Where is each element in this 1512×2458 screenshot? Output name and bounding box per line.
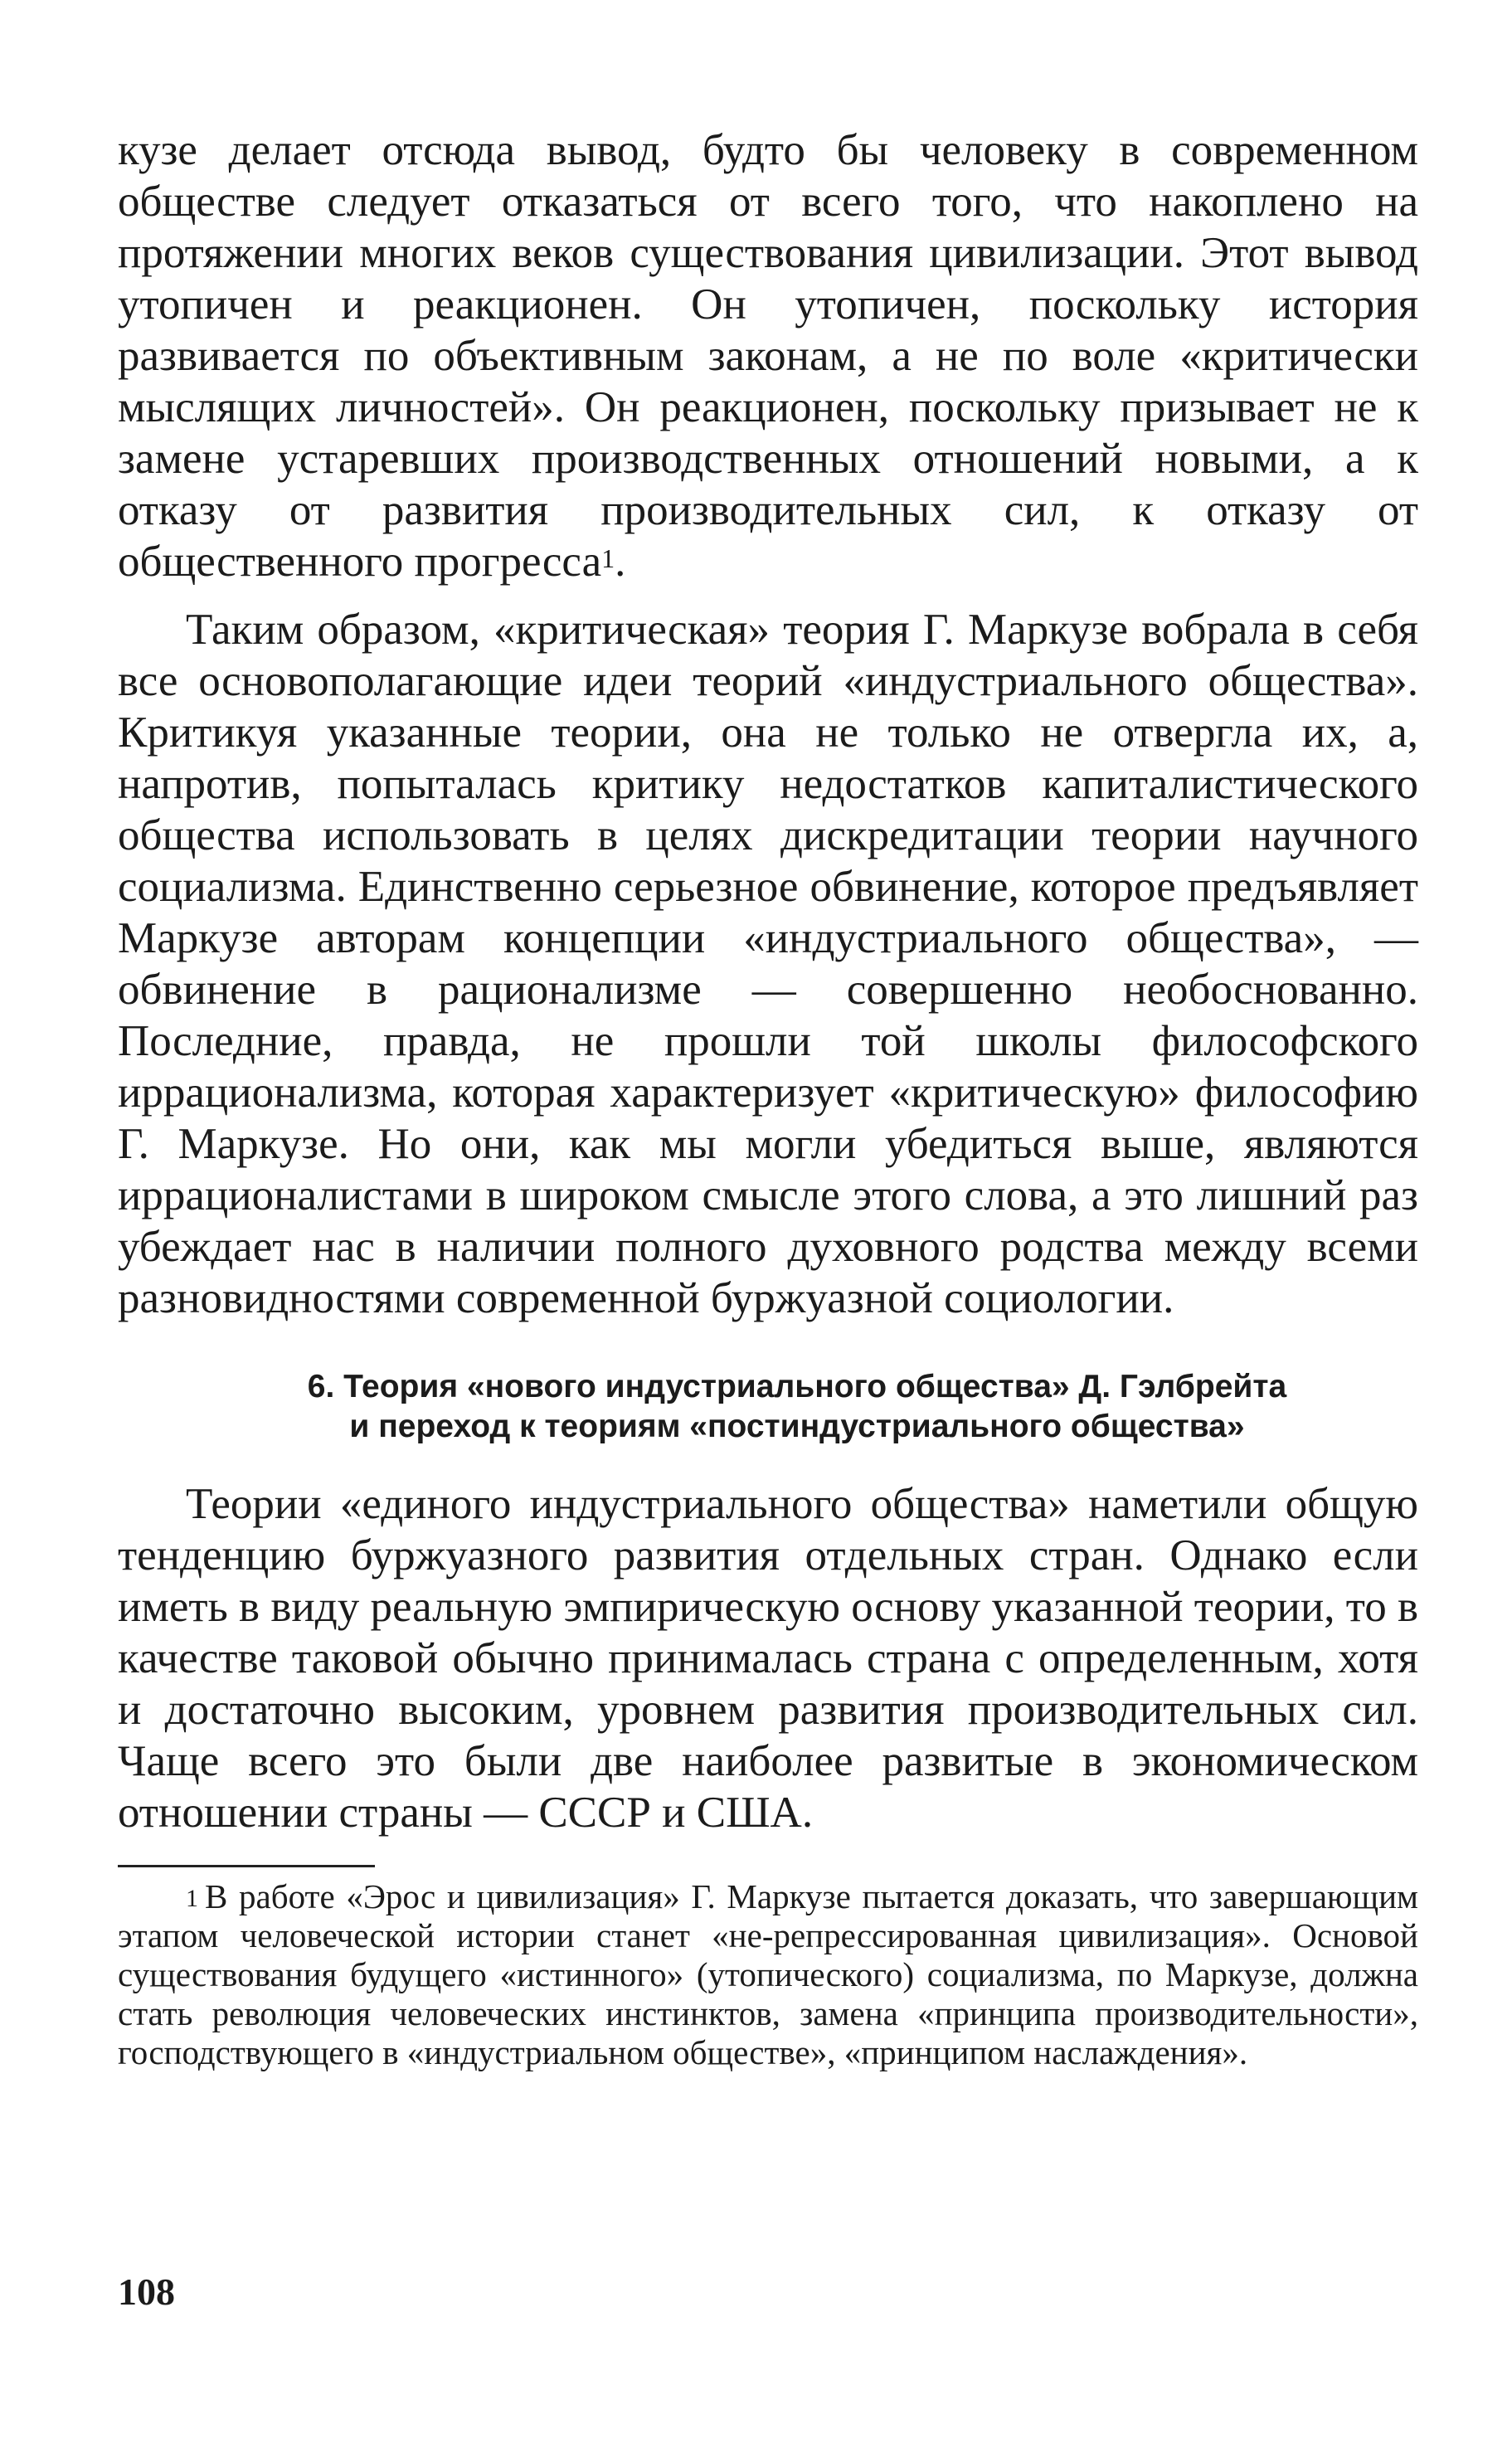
paragraph-1-tail: . <box>615 538 626 586</box>
footnote-reference: 1 <box>601 543 615 573</box>
footnote-text: В работе «Эрос и цивилизация» Г. Маркузе пытается доказать, что завершающим этапом человеческой истории станет «не-репрессированная цивилизация». Основой существования будущего «истинного» (утопического) социализма, по Маркузе, должна стать революция человеческих инстинктов, замена «принципа производительности», господствующего в «индустриальном обществе», «принципом наслаждения». <box>118 1877 1418 2071</box>
section-heading <box>118 1367 1418 1447</box>
body-paragraph-1 <box>118 124 1418 587</box>
footnote-marker: 1 <box>186 1885 198 1912</box>
section-heading-line-2: и переход к теориям «постиндустриального общества» <box>349 1409 1245 1444</box>
footnote-divider <box>118 1865 375 1867</box>
section-paragraph: Теории «единого индустриального общества» наметили общую тенденцию буржуазного развития отдельных стран. Однако если иметь в виду реальную эмпирическую основу указанной теории, то в качестве таковой обычно принималась страна с определенным, хотя и достаточно высоким, уровнем развития производительных сил. Чаще всего это были две наиболее развитые в экономическом отношении страны — СССР и США. <box>118 1480 1418 1837</box>
paragraph-1-text: кузе делает отсюда вывод, будто бы человеку в современном обществе следует отказаться от всего того, что накоплено на протяжении многих веков существования цивилизации. Этот вывод утопичен и реакционен. Он утопичен, поскольку история развивается по объективным законам, а не по воле «критически мыслящих личностей». Он реакционен, поскольку призывает не к замене устаревших производственных отношений новыми, а к отказу от развития производительных сил, к отказу от общественного прогресса <box>118 126 1418 586</box>
body-paragraph-2: Таким образом, «критическая» теория Г. Маркузе вобрала в себя все основополагающие идеи теорий «индустриального общества». Критикуя указанные теории, она не только не отвергла их, а, напротив, попыталась критику недостатков капиталистического общества использовать в целях дискредитации теории научного социализма. Единственно серьезное обвинение, которое предъявляет Маркузе авторам концепции «индустриального общества», — обвинение в рационализме — совершенно необоснованно. Последние, правда, не прошли той школы философского иррационализма, которая характеризует «критическую» философию Г. Маркузе. Но они, как мы могли убедиться выше, являются иррационалистами в широком смысле этого слова, а это лишний раз убеждает нас в наличии полного духовного родства между всеми разновидностями современной буржуазной социологии. <box>118 606 1418 1322</box>
book-page <box>118 124 1418 2072</box>
section-heading-line-1: 6. Теория «нового индустриального общества» Д. Гэлбрейта <box>307 1369 1287 1404</box>
footnote <box>118 1877 1418 2072</box>
page-number: 108 <box>118 2271 175 2313</box>
